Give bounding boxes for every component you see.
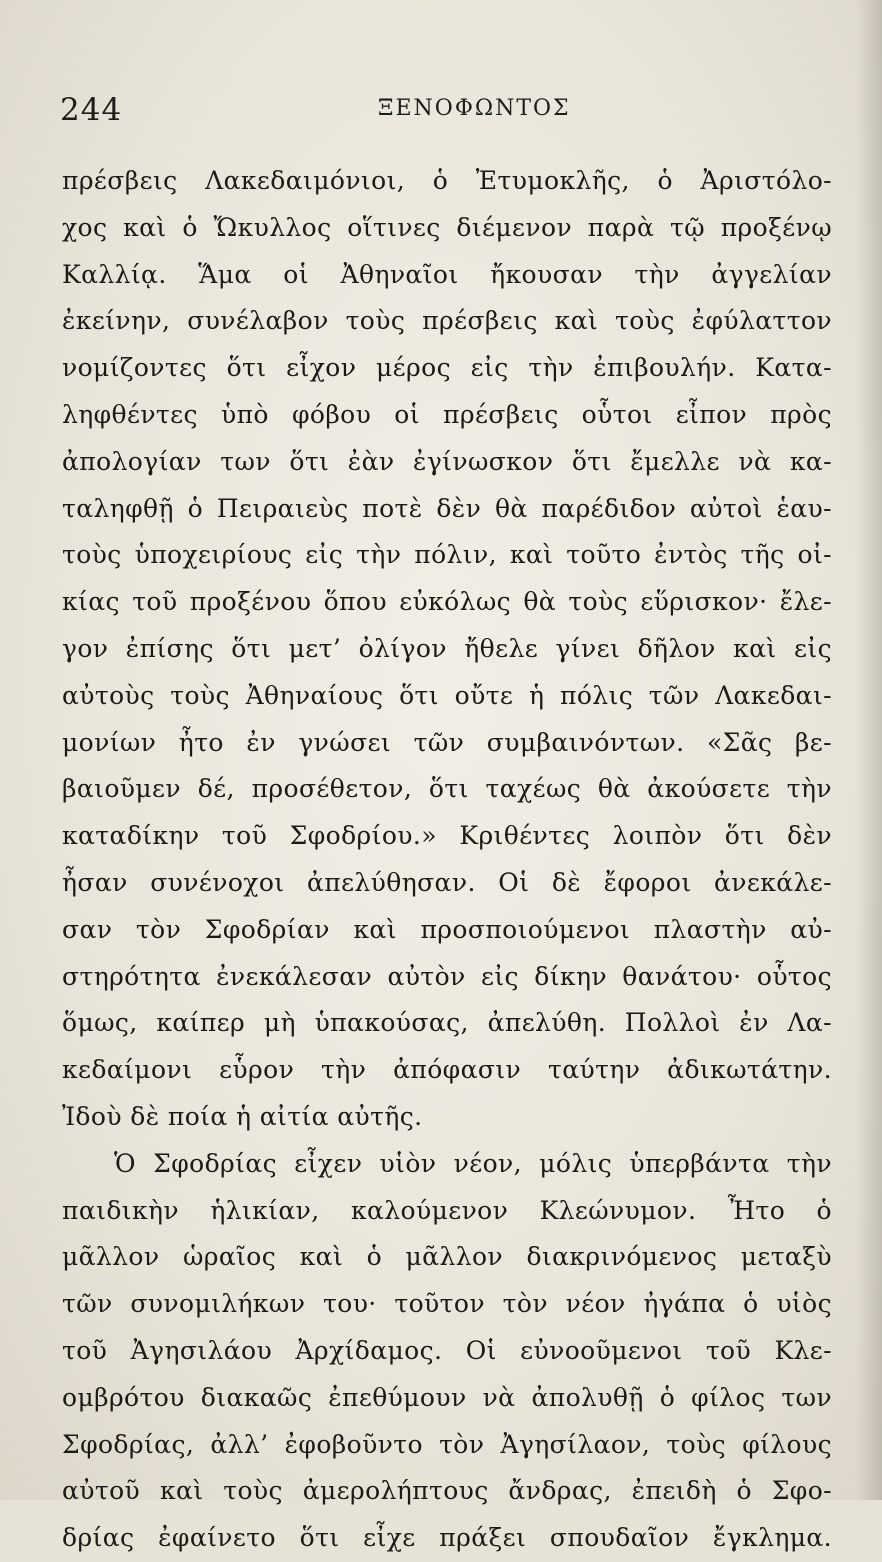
text-line: αὐτοῦ καὶ τοὺς ἀμερολήπτους ἄνδρας, ἐπειδὴ ὁ Σφο-	[62, 1476, 832, 1506]
text-line: ὅμως, καίπερ μὴ ὑπακούσας, ἀπελύθη. Πολλοὶ ἐν Λα-	[62, 1008, 832, 1038]
text-line: Ὁ Σφοδρίας εἶχεν υἱὸν νέον, μόλις ὑπερβάντα τὴν	[114, 1148, 832, 1178]
text-line: χος καὶ ὁ Ὤκυλλος οἵτινες διέμενον παρὰ τῷ προξένῳ	[62, 212, 832, 242]
text-line: ἐκείνην, συνέλαβον τοὺς πρέσβεις καὶ τοὺς ἐφύλαττον	[62, 306, 832, 336]
text-line: τῶν συνομιλήκων του· τοῦτον τὸν νέον ἠγάπα ὁ υἱὸς	[62, 1289, 832, 1319]
text-line: στηρότητα ἐνεκάλεσαν αὐτὸν εἰς δίκην θανάτου· οὗτος	[62, 961, 832, 991]
text-line: κίας τοῦ προξένου ὅπου εὐκόλως θὰ τοὺς εὕρισκον· ἔλε-	[62, 587, 832, 617]
text-line: Καλλίᾳ. Ἅμα οἱ Ἀθηναῖοι ἤκουσαν τὴν ἀγγελίαν	[62, 259, 832, 289]
text-line: ληφθέντες ὑπὸ φόβου οἱ πρέσβεις οὗτοι εἶπον πρὸς	[62, 399, 832, 429]
text-line: μᾶλλον ὡραῖος καὶ ὁ μᾶλλον διακρινόμενος μεταξὺ	[62, 1242, 832, 1272]
text-line: Ἰδοὺ δὲ ποία ἡ αἰτία αὐτῆς.	[62, 1101, 423, 1131]
text-line: αὐτοὺς τοὺς Ἀθηναίους ὅτι οὔτε ἡ πόλις τῶν Λακεδαι-	[62, 680, 832, 710]
text-line: κεδαίμονι εὗρον τὴν ἀπόφασιν ταύτην ἀδικωτάτην.	[62, 1055, 832, 1085]
text-line: πρέσβεις Λακεδαιμόνιοι, ὁ Ἐτυμοκλῆς, ὁ Ἀριστόλο-	[62, 166, 832, 195]
text-line: καταδίκην τοῦ Σφοδρίου.» Κριθέντες λοιπὸν ὅτι δὲν	[62, 821, 832, 851]
text-line: τοὺς ὑποχειρίους εἰς τὴν πόλιν, καὶ τοῦτο ἐντὸς τῆς οἰ-	[62, 540, 832, 570]
text-line: γον ἐπίσης ὅτι μετ’ ὀλίγον ἤθελε γίνει δῆλον καὶ εἰς	[62, 633, 832, 663]
page-header	[60, 92, 820, 132]
text-line: ομβρότου διακαῶς ἐπεθύμουν νὰ ἀπολυθῇ ὁ φίλος των	[62, 1382, 832, 1412]
page-edge-shadow	[856, 0, 882, 1500]
text-line: βαιοῦμεν δέ, προσέθετον, ὅτι ταχέως θὰ ἀκούσετε τὴν	[62, 774, 832, 804]
running-head: ΞΕΝΟΦΩΝΤΟΣ	[378, 96, 571, 121]
text-line: ταληφθῇ ὁ Πειραιεὺς ποτὲ δὲν θὰ παρέδιδον αὐτοὶ ἑαυ-	[62, 493, 832, 523]
text-line: σαν τὸν Σφοδρίαν καὶ προσποιούμενοι πλαστὴν αὐ-	[62, 914, 832, 944]
text-line: νομίζοντες ὅτι εἶχον μέρος εἰς τὴν ἐπιβουλήν. Κατα-	[62, 353, 832, 383]
body-text	[62, 158, 832, 1562]
page-number: 244	[60, 92, 123, 128]
text-line: ἦσαν συνένοχοι ἀπελύθησαν. Οἱ δὲ ἔφοροι ἀνεκάλε-	[62, 867, 832, 897]
text-line: παιδικὴν ἡλικίαν, καλούμενον Κλεώνυμον. Ἦτο ὁ	[62, 1195, 832, 1225]
text-line: Σφοδρίας, ἀλλ’ ἐφοβοῦντο τὸν Ἀγησίλαον, τοὺς φίλους	[62, 1429, 832, 1459]
text-line: δρίας ἐφαίνετο ὅτι εἶχε πράξει σπουδαῖον ἔγκλημα.	[62, 1523, 832, 1553]
text-line: ἀπολογίαν των ὅτι ἐὰν ἐγίνωσκον ὅτι ἔμελλε νὰ κα-	[62, 446, 832, 476]
text-line: τοῦ Ἀγησιλάου Ἀρχίδαμος. Οἱ εὐνοοῦμενοι τοῦ Κλε-	[62, 1335, 832, 1365]
text-line: μονίων ἦτο ἐν γνώσει τῶν συμβαινόντων. «Σᾶς βε-	[62, 727, 832, 757]
